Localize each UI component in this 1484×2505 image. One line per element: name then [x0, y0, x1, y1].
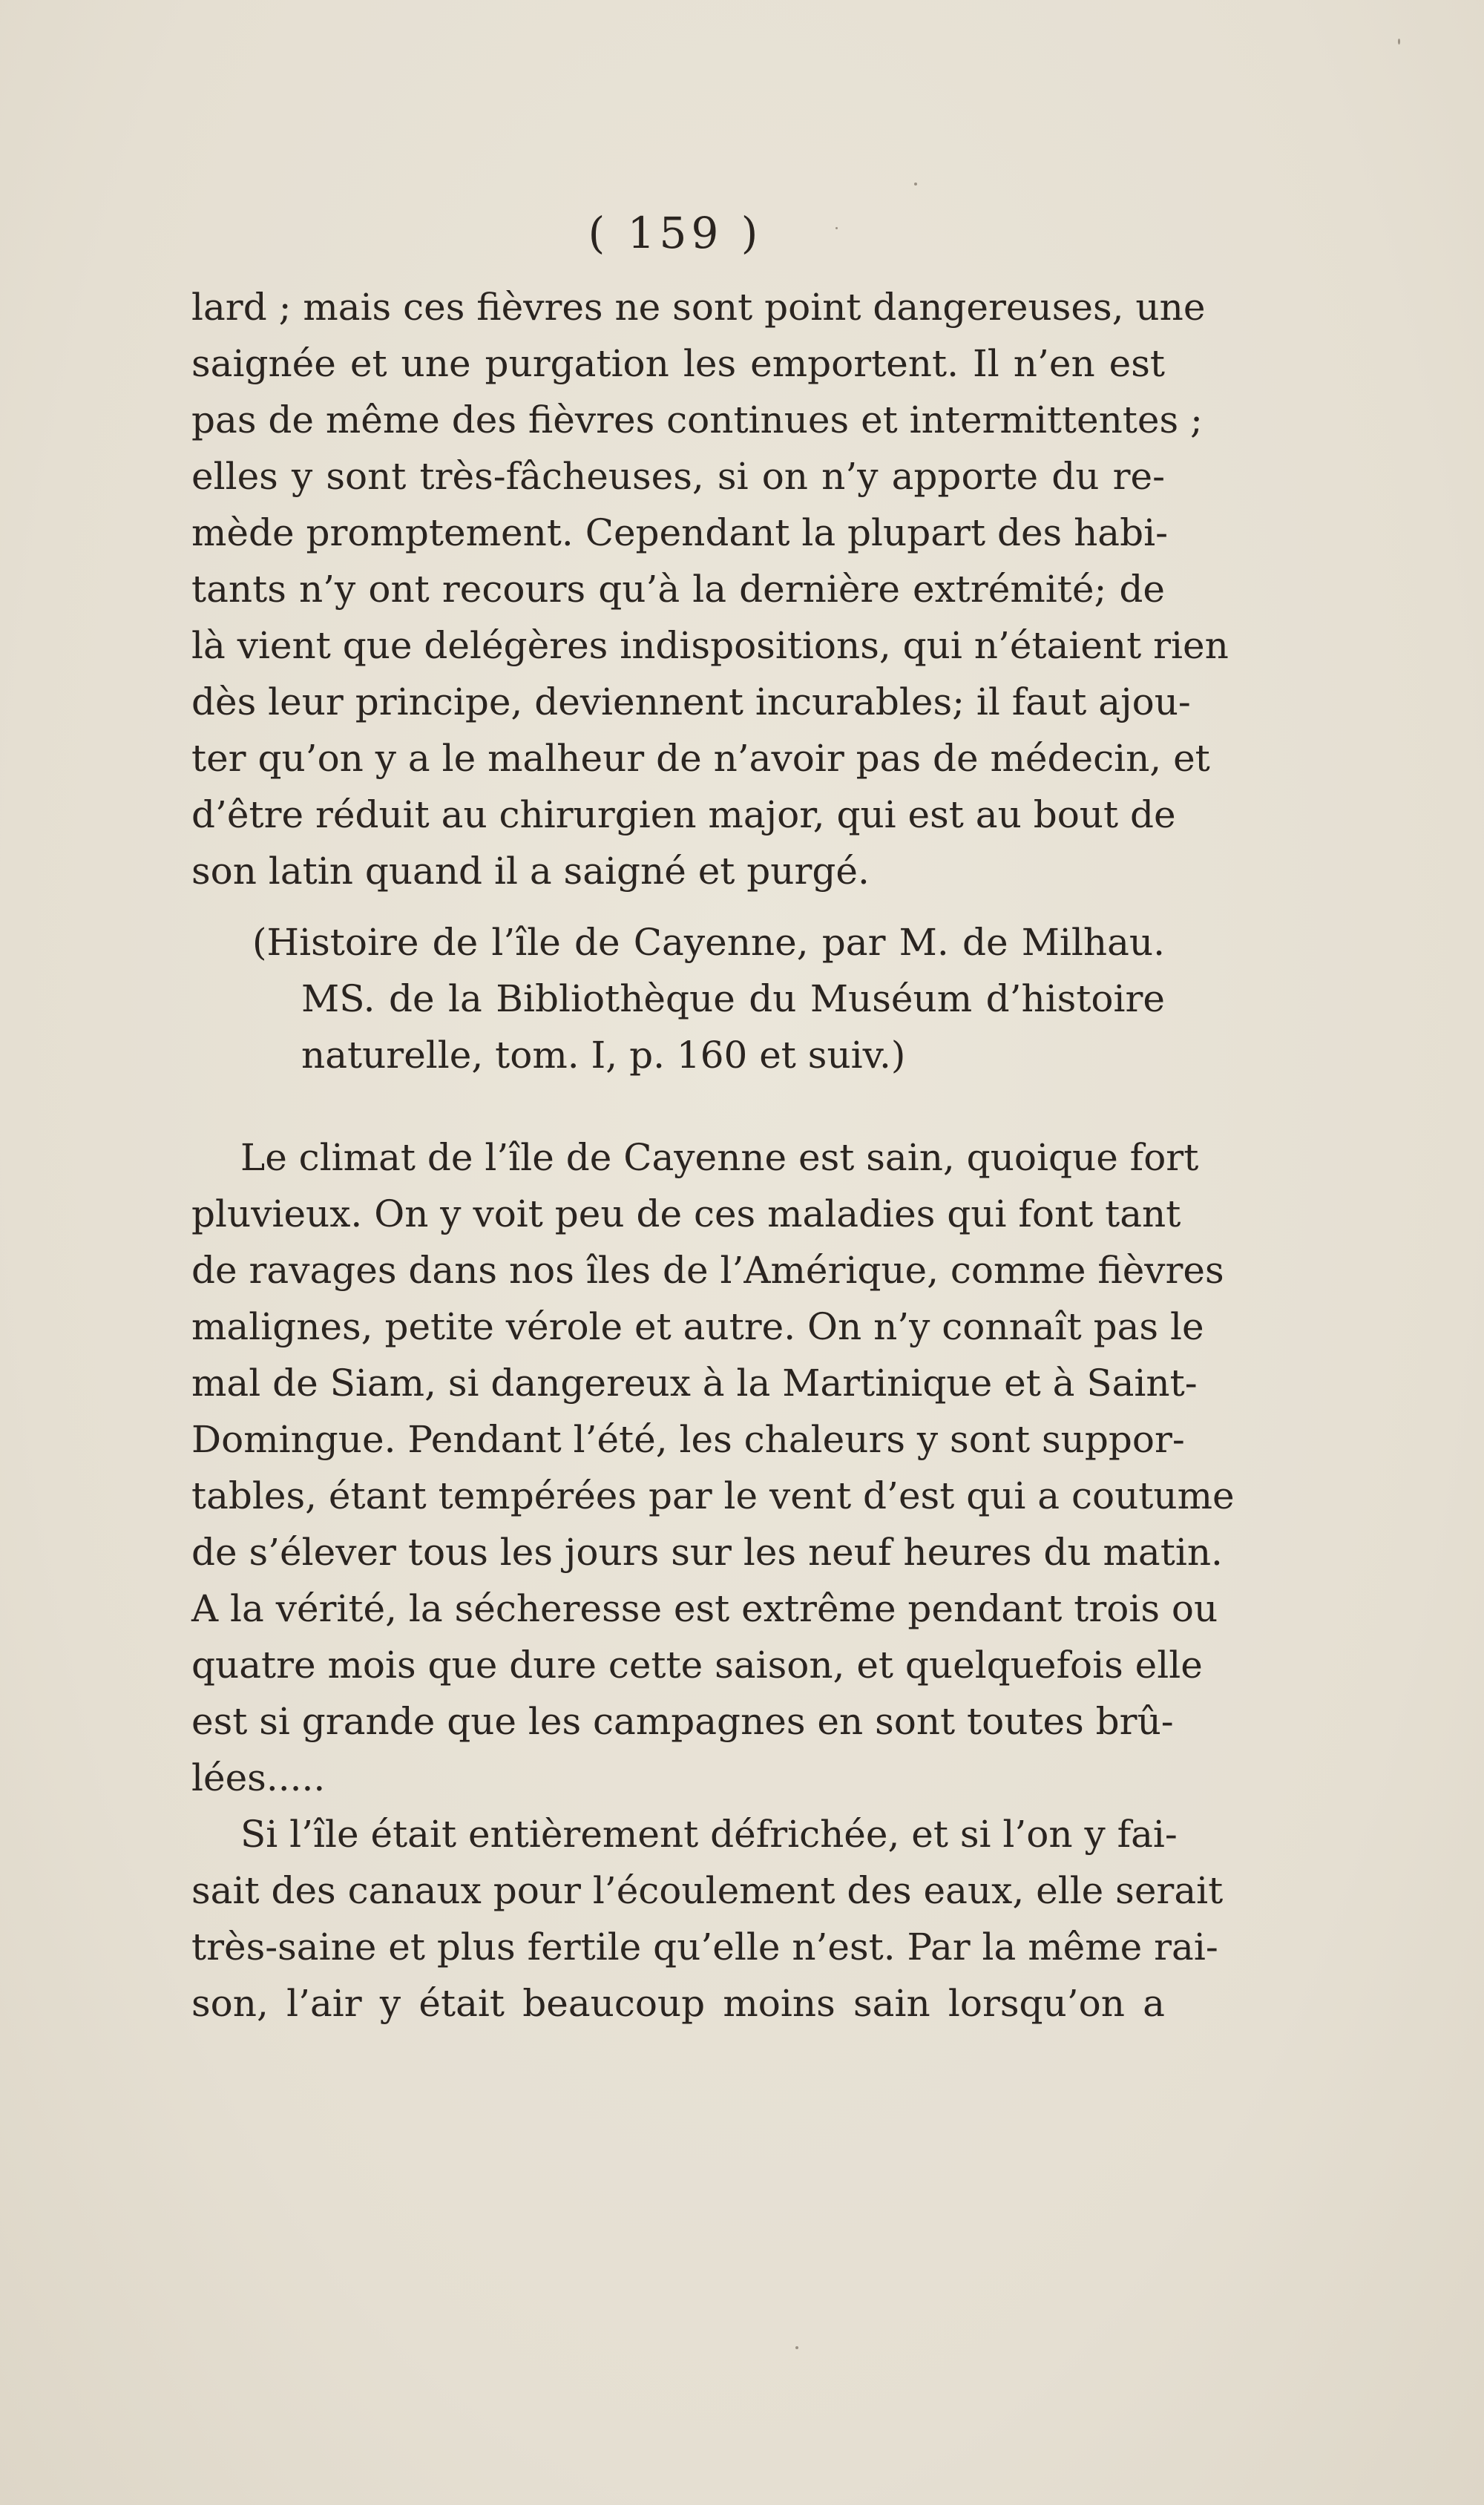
text-line: son, l’air y était beaucoup moins sain lorsqu’on a [191, 1982, 1165, 2025]
paragraph-3 [191, 1806, 1224, 2032]
text-line: tants n’y ont recours qu’à la dernière extrémité; de [191, 568, 1165, 611]
paragraph-2 [191, 1129, 1235, 1806]
text-line: quatre mois que dure cette saison, et quelquefois elle [191, 1644, 1203, 1687]
text-line: ter qu’on y a le malheur de n’avoir pas de médecin, et [191, 737, 1210, 780]
text-line: très-saine et plus fertile qu’elle n’est. Par la même rai- [191, 1925, 1218, 1969]
paper-speck [914, 183, 917, 186]
text-line: Si l’île était entièrement défrichée, et si l’on y fai- [240, 1813, 1178, 1856]
paper-speck [835, 227, 838, 229]
citation-line: (Histoire de l’île de Cayenne, par M. de Milhau. [252, 921, 1165, 964]
text-line: mal de Siam, si dangereux à la Martinique et à Saint- [191, 1362, 1198, 1405]
citation-line: naturelle, tom. I, p. 160 et suiv.) [301, 1034, 906, 1077]
text-line: pluvieux. On y voit peu de ces maladies qui font tant [191, 1192, 1181, 1235]
paper-speck [795, 2346, 798, 2349]
text-line: de s’élever tous les jours sur les neuf heures du matin. [191, 1531, 1223, 1574]
text-line: Le climat de l’île de Cayenne est sain, quoique fort [240, 1136, 1199, 1179]
text-line: malignes, petite vérole et autre. On n’y connaît pas le [191, 1305, 1204, 1348]
text-line: pas de même des fièvres continues et intermittentes ; [191, 398, 1203, 441]
text-line: lard ; mais ces fièvres ne sont point dangereuses, une [191, 286, 1206, 329]
text-line: lées..... [191, 1756, 326, 1799]
paper-speck [1398, 39, 1400, 45]
paragraph-1 [191, 279, 1229, 899]
page-number: ( 159 ) [588, 208, 763, 258]
text-line: là vient que delégères indispositions, qui n’étaient rien [191, 624, 1229, 667]
text-line: saignée et une purgation les emportent. Il n’en est [191, 342, 1165, 385]
text-line: est si grande que les campagnes en sont toutes brû- [191, 1700, 1174, 1743]
text-line: dès leur principe, deviennent incurables; il faut ajou- [191, 680, 1191, 723]
text-line: sait des canaux pour l’écoulement des eaux, elle serait [191, 1869, 1224, 1912]
citation-line: MS. de la Bibliothèque du Muséum d’histoire [301, 977, 1165, 1020]
text-line: de ravages dans nos îles de l’Amérique, comme fièvres [191, 1249, 1224, 1292]
citation [252, 914, 1165, 1083]
text-line: mède promptement. Cependant la plupart des habi- [191, 511, 1168, 554]
text-line: A la vérité, la sécheresse est extrême pendant trois ou [191, 1587, 1218, 1630]
text-line: tables, étant tempérées par le vent d’est qui a coutume [191, 1474, 1235, 1517]
text-line: elles y sont très-fâcheuses, si on n’y apporte du re- [191, 455, 1165, 498]
text-line: son latin quand il a saigné et purgé. [191, 850, 870, 893]
text-line: d’être réduit au chirurgien major, qui est au bout de [191, 793, 1176, 836]
text-line: Domingue. Pendant l’été, les chaleurs y sont suppor- [191, 1418, 1185, 1461]
